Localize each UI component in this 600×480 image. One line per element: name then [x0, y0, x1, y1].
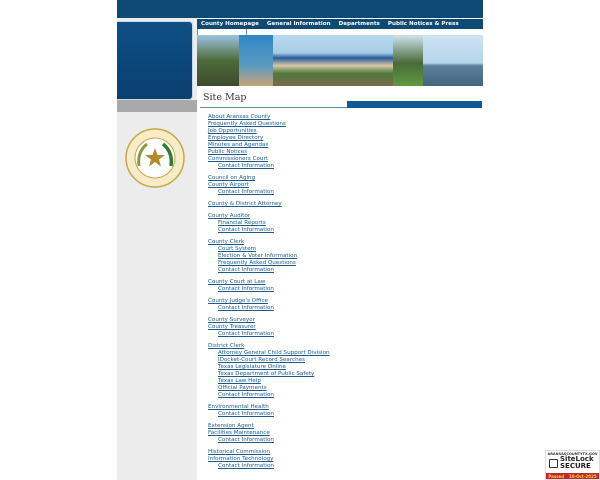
site-map-link[interactable]: County Court at Law — [208, 279, 266, 285]
nav-county-homepage[interactable]: County Homepage — [201, 21, 259, 27]
main-nav — [197, 18, 483, 29]
texas-seal-logo — [125, 128, 185, 188]
site-map-link[interactable]: Frequently Asked Questions — [208, 121, 286, 127]
site-map-link[interactable]: Contact Information — [218, 392, 274, 398]
site-map-link[interactable]: Frequently Asked Questions — [218, 260, 296, 266]
title-underline — [200, 107, 348, 108]
site-map-link[interactable]: Attorney General Child Support Division — [218, 350, 330, 356]
site-map-link[interactable]: Extension Agent — [208, 423, 254, 429]
site-map-link[interactable]: Official Payments — [218, 385, 267, 391]
site-map-link[interactable]: Election & Voter Information — [218, 253, 298, 259]
link-group — [208, 423, 330, 444]
link-group — [208, 449, 330, 470]
site-map-link[interactable]: Job Opportunities — [208, 128, 257, 134]
link-group — [208, 343, 330, 399]
link-group — [208, 175, 330, 196]
site-map-link[interactable]: Historical Commission — [208, 449, 271, 455]
site-map-link[interactable]: Facilities Maintenance — [208, 430, 270, 436]
site-map-link[interactable]: About Aransas County — [208, 114, 271, 120]
site-map-link[interactable]: Financial Reports — [218, 220, 266, 226]
top-header — [117, 0, 483, 18]
site-map-link[interactable]: Minutes and Agendas — [208, 142, 269, 148]
link-group — [208, 279, 330, 293]
site-map-link[interactable]: Contact Information — [218, 227, 274, 233]
site-map-link[interactable]: Texas Legislature Online — [218, 364, 286, 370]
sitelock-badge[interactable]: ARANSASCOUNTYTX.GOV SiteLock SECURE Passed 10-Oct-2025 — [545, 450, 600, 480]
site-map-link[interactable]: Contact Information — [218, 163, 274, 169]
sidebar-divider — [117, 100, 197, 112]
site-map-link[interactable]: County Airport — [208, 182, 249, 188]
site-map-link[interactable]: Public Notices — [208, 149, 248, 155]
link-group — [208, 404, 330, 418]
site-map-link[interactable]: County & District Attorney — [208, 201, 282, 207]
link-group — [208, 201, 330, 208]
site-map-link[interactable]: Commissioners Court — [208, 156, 268, 162]
site-map-link[interactable]: Employee Directory — [208, 135, 264, 141]
link-group — [208, 114, 330, 170]
nav-general-information[interactable]: General Information — [266, 21, 331, 27]
title-accent-bar — [347, 101, 482, 108]
site-map-link[interactable]: Contact Information — [218, 437, 274, 443]
link-group — [208, 239, 330, 274]
site-map-link[interactable]: Contact Information — [218, 411, 274, 417]
banner-photos — [197, 35, 483, 86]
sidebar-blue-panel — [117, 21, 193, 100]
site-map-link[interactable]: Contact Information — [218, 463, 274, 469]
site-map-link[interactable]: Information Technology — [208, 456, 274, 462]
site-map-link[interactable]: County Surveyor — [208, 317, 255, 323]
site-map-link[interactable]: District Clerk — [208, 343, 245, 349]
site-map-link[interactable]: County Auditor — [208, 213, 251, 219]
site-map-link[interactable]: Contact Information — [218, 267, 274, 273]
site-map-link[interactable]: County Clerk — [208, 239, 245, 245]
link-group — [208, 213, 330, 234]
site-map-link[interactable]: Contact Information — [218, 189, 274, 195]
page-title: Site Map — [203, 92, 247, 103]
site-map-link[interactable]: Council on Aging — [208, 175, 256, 181]
site-map-link[interactable]: Contact Information — [218, 305, 274, 311]
lock-icon — [549, 459, 558, 468]
site-map-link[interactable]: Environmental Health — [208, 404, 269, 410]
site-map-list — [208, 114, 330, 475]
site-map-link[interactable]: IDocket-Court Record Searches — [218, 357, 305, 363]
site-map-link[interactable]: Court System — [218, 246, 257, 252]
nav-public-notices[interactable]: Public Notices & Press — [387, 21, 459, 27]
site-map-link[interactable]: County Judge's Office — [208, 298, 268, 304]
site-map-link[interactable]: Contact Information — [218, 331, 274, 337]
site-map-link[interactable]: Contact Information — [218, 286, 274, 292]
site-map-link[interactable]: Texas Department of Public Safety — [218, 371, 315, 377]
site-map-link[interactable]: County Treasurer — [208, 324, 256, 330]
link-group — [208, 317, 330, 338]
link-group — [208, 298, 330, 312]
nav-departments[interactable]: Departments — [338, 21, 380, 27]
site-map-link[interactable]: Texas Law Help — [218, 378, 261, 384]
